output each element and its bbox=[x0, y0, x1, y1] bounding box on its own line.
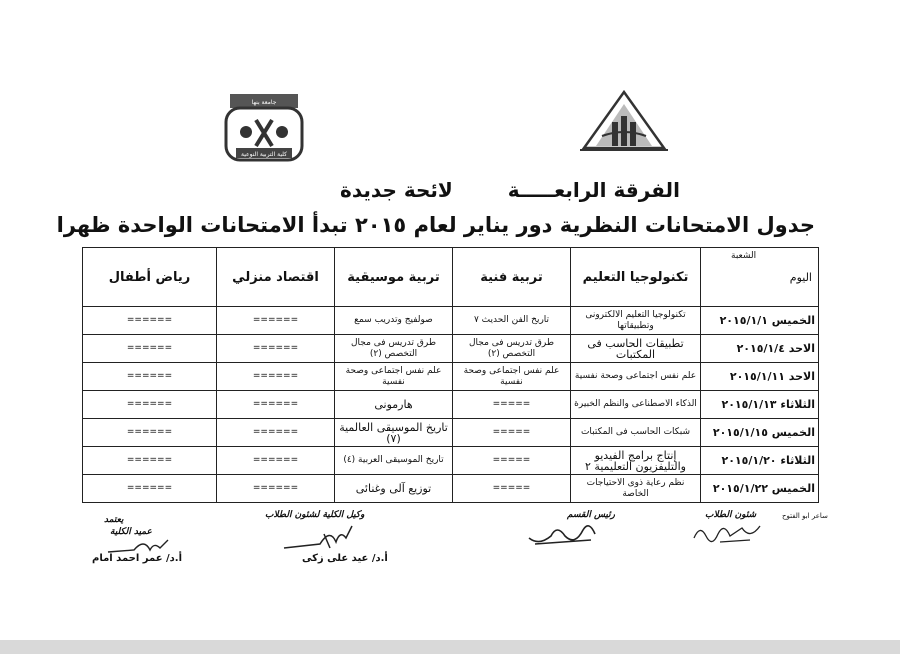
table-cell: ====== bbox=[217, 475, 335, 503]
table-cell: صولفيج وتدريب سمع bbox=[335, 307, 453, 335]
table-row bbox=[83, 447, 819, 475]
vice-dean-label: وكيل الكلية لشئون الطلاب bbox=[265, 510, 365, 520]
table-cell: ====== bbox=[83, 475, 217, 503]
table-header-row bbox=[83, 248, 819, 307]
table-cell: ====== bbox=[217, 307, 335, 335]
student-affairs-label: شئون الطلاب bbox=[705, 510, 757, 520]
exam-date: الثلاثاء ٢٠١٥/١/٢٠ bbox=[701, 447, 819, 475]
table-cell: ====== bbox=[217, 419, 335, 447]
table-cell: تكنولوجيا التعليم الالكترونى وتطبيقاتها bbox=[571, 307, 701, 335]
table-cell: علم نفس اجتماعى وصحة نفسية bbox=[335, 363, 453, 391]
table-cell: ====== bbox=[83, 363, 217, 391]
regulation-label: لائحة جديدة bbox=[340, 178, 453, 202]
table-row bbox=[83, 307, 819, 335]
table-cell: تطبيقات الحاسب فى المكتبات bbox=[571, 335, 701, 363]
student-affairs-prefix: ساعر ابو الفتوح bbox=[782, 512, 828, 520]
table-cell: علم نفس اجتماعى وصحة نفسية bbox=[571, 363, 701, 391]
exam-date: الخميس ٢٠١٥/١/٢٢ bbox=[701, 475, 819, 503]
scan-edge bbox=[0, 640, 900, 654]
table-cell: طرق تدريس فى مجال التخصص (٢) bbox=[335, 335, 453, 363]
dean-name: أ.د/ عمر احمد امام bbox=[92, 553, 183, 564]
table-cell: ====== bbox=[217, 447, 335, 475]
table-cell: ===== bbox=[453, 419, 571, 447]
table-cell: ====== bbox=[83, 307, 217, 335]
header-art-education: تربية فنية bbox=[453, 248, 571, 307]
exam-date: الاحد ٢٠١٥/١/٤ bbox=[701, 335, 819, 363]
table-cell: ===== bbox=[453, 475, 571, 503]
table-cell: الذكاء الاصطناعى والنظم الخبيرة bbox=[571, 391, 701, 419]
header-music-education: تربية موسيقية bbox=[335, 248, 453, 307]
table-cell: نظم رعاية ذوى الاحتياجات الخاصة bbox=[571, 475, 701, 503]
table-cell: ====== bbox=[83, 419, 217, 447]
table-row bbox=[83, 363, 819, 391]
vice-dean-signature bbox=[280, 522, 360, 552]
table-cell: طرق تدريس فى مجال التخصص (٢) bbox=[453, 335, 571, 363]
corner-cell bbox=[701, 248, 819, 307]
header-tech-education: تكنولوجيا التعليم bbox=[571, 248, 701, 307]
table-row bbox=[83, 335, 819, 363]
dean-label: عميد الكلية bbox=[110, 527, 152, 537]
faculty-logo bbox=[224, 90, 304, 170]
dept-head-signature bbox=[525, 516, 605, 550]
table-cell: توزيع آلى وغنائى bbox=[335, 475, 453, 503]
table-cell: تاريخ الفن الحديث ٧ bbox=[453, 307, 571, 335]
table-row bbox=[83, 475, 819, 503]
table-cell: ====== bbox=[217, 391, 335, 419]
exam-date: الخميس ٢٠١٥/١/١٥ bbox=[701, 419, 819, 447]
dean-signature bbox=[104, 536, 174, 558]
day-label: اليوم bbox=[789, 271, 812, 284]
table-row bbox=[83, 391, 819, 419]
table-cell: تاريخ الموسيقى العربية (٤) bbox=[335, 447, 453, 475]
vice-dean-name: أ.د/ عيد على زكى bbox=[302, 553, 388, 564]
table-cell: ====== bbox=[217, 363, 335, 391]
table-cell: ===== bbox=[453, 391, 571, 419]
table-cell: تاريخ الموسيقى العالمية (٧) bbox=[335, 419, 453, 447]
exam-date: الثلاثاء ٢٠١٥/١/١٣ bbox=[701, 391, 819, 419]
exam-date: الخميس ٢٠١٥/١/١ bbox=[701, 307, 819, 335]
approve-label: يعتمد bbox=[104, 515, 124, 525]
header-kindergarten: رياض أطفال bbox=[83, 248, 217, 307]
table-cell: ====== bbox=[83, 447, 217, 475]
table-cell: ===== bbox=[453, 447, 571, 475]
svg-text:كلية التربية النوعية: كلية التربية النوعية bbox=[240, 151, 288, 158]
grade-label: الفرقة الرابعـــــة bbox=[507, 178, 680, 202]
table-cell: إنتاج برامج الفيديو والتليفزيون التعليمية ٢ bbox=[571, 447, 701, 475]
table-row bbox=[83, 419, 819, 447]
table-cell: هارمونى bbox=[335, 391, 453, 419]
table-cell: شبكات الحاسب فى المكتبات bbox=[571, 419, 701, 447]
university-logo bbox=[574, 88, 674, 154]
svg-text:جامعة بنها: جامعة بنها bbox=[251, 99, 277, 106]
exam-schedule-table bbox=[82, 247, 819, 503]
header-home-economics: اقتصاد منزلي bbox=[217, 248, 335, 307]
division-label: الشعبة bbox=[731, 251, 757, 261]
exam-date: الاحد ٢٠١٥/١/١١ bbox=[701, 363, 819, 391]
document-title-line1 bbox=[210, 178, 810, 202]
table-cell: علم نفس اجتماعى وصحة نفسية bbox=[453, 363, 571, 391]
table-cell: ====== bbox=[217, 335, 335, 363]
dept-head-label: رئيس القسم bbox=[567, 510, 615, 520]
student-affairs-signature bbox=[690, 518, 770, 546]
document-title-line2: جدول الامتحانات النظرية دور يناير لعام ٢٠١٥ تبدأ الامتحانات الواحدة ظهرا bbox=[56, 213, 815, 237]
table-cell: ====== bbox=[83, 391, 217, 419]
table-cell: ====== bbox=[83, 335, 217, 363]
